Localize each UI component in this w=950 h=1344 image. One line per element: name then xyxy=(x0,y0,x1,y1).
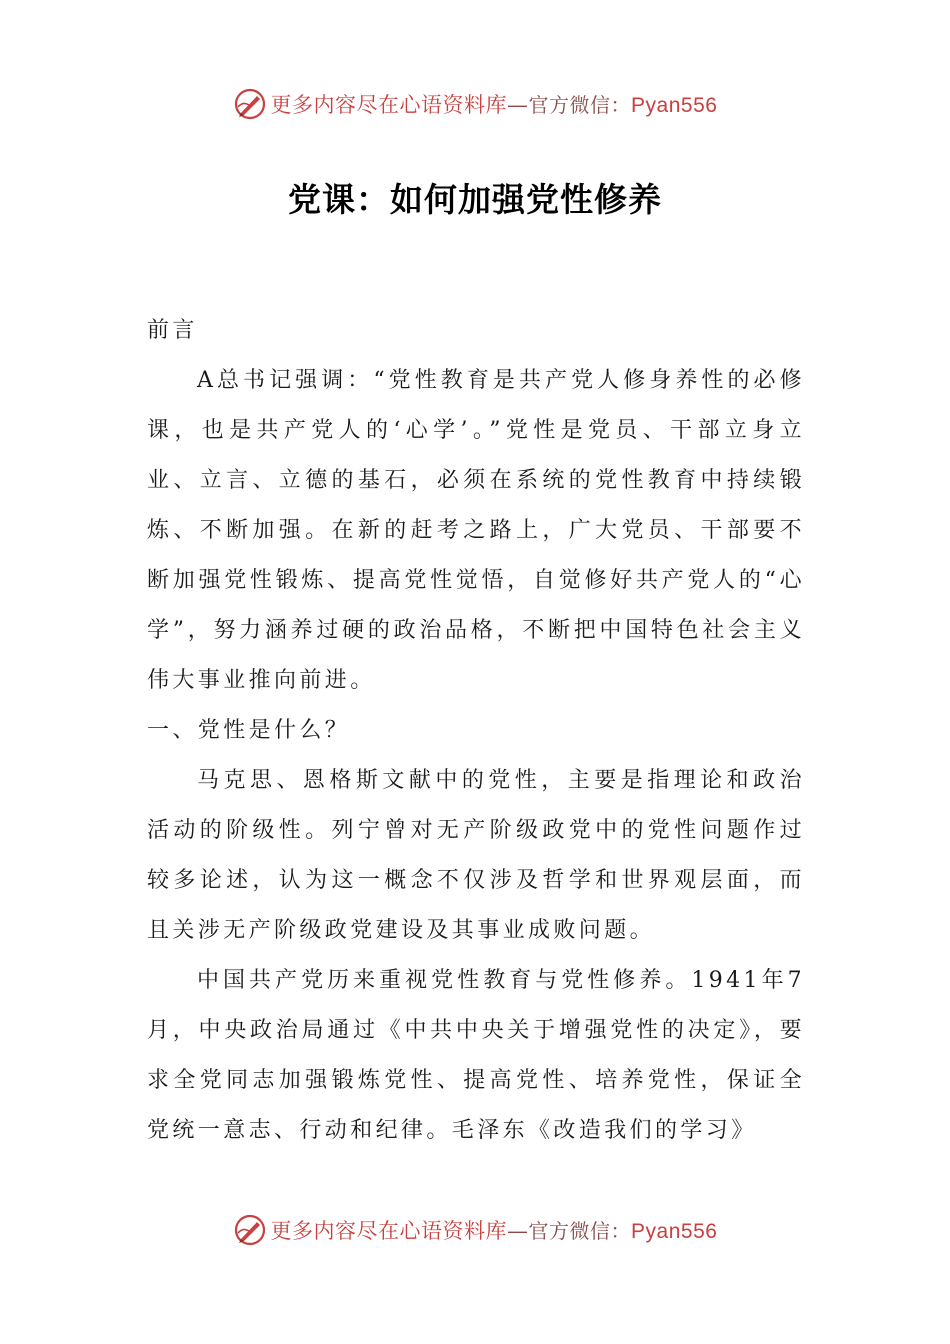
paragraph-marx-engels: 马克思、恩格斯文献中的党性，主要是指理论和政治活动的阶级性。列宁曾对无产阶级政党中的党性问题作过较多论述，认为这一概念不仅涉及哲学和世界观层面，而且关涉无产阶级政党建设及其事业成败问题。 xyxy=(147,768,805,943)
watermark-sub: 官方微信： xyxy=(528,1219,632,1243)
watermark-header xyxy=(0,84,950,124)
document-body xyxy=(147,306,805,1156)
watermark-text xyxy=(271,89,718,119)
watermark-text xyxy=(271,1215,718,1245)
watermark-main: 更多内容尽在心语资料库 xyxy=(270,93,508,117)
pen-logo-icon xyxy=(233,87,267,121)
document-title: 党课：如何加强党性修养 xyxy=(288,180,662,219)
pen-logo-icon xyxy=(233,1213,267,1247)
watermark-sub: 官方微信： xyxy=(528,93,632,117)
section-heading-preface: 前言 xyxy=(147,318,198,343)
watermark-dash: — xyxy=(507,93,529,117)
watermark-main: 更多内容尽在心语资料库 xyxy=(270,1219,508,1243)
section-heading-1: 一、党性是什么？ xyxy=(147,718,351,743)
paragraph-preface: A总书记强调：“党性教育是共产党人修身养性的必修课，也是共产党人的‘心学’。”党性是党员、干部立身立业、立言、立德的基石，必须在系统的党性教育中持续锻炼、不断加强。在新的赶考之路上，广大党员、干部要不断加强党性锻炼、提高党性觉悟，自觉修好共产党人的“心学”，努力涵养过硬的政治品格，不断把中国特色社会主义伟大事业推向前进。 xyxy=(147,368,805,693)
watermark-id: Pyan556 xyxy=(631,94,718,117)
paragraph-cpc-history: 中国共产党历来重视党性教育与党性修养。1941年7月，中央政治局通过《中共中央关于增强党性的决定》，要求全党同志加强锻炼党性、提高党性、培养党性，保证全党统一意志、行动和纪律。毛泽东《改造我们的学习》 xyxy=(147,968,805,1143)
watermark-dash: — xyxy=(507,1219,529,1243)
watermark-id: Pyan556 xyxy=(631,1220,718,1243)
watermark-footer xyxy=(0,1210,950,1250)
